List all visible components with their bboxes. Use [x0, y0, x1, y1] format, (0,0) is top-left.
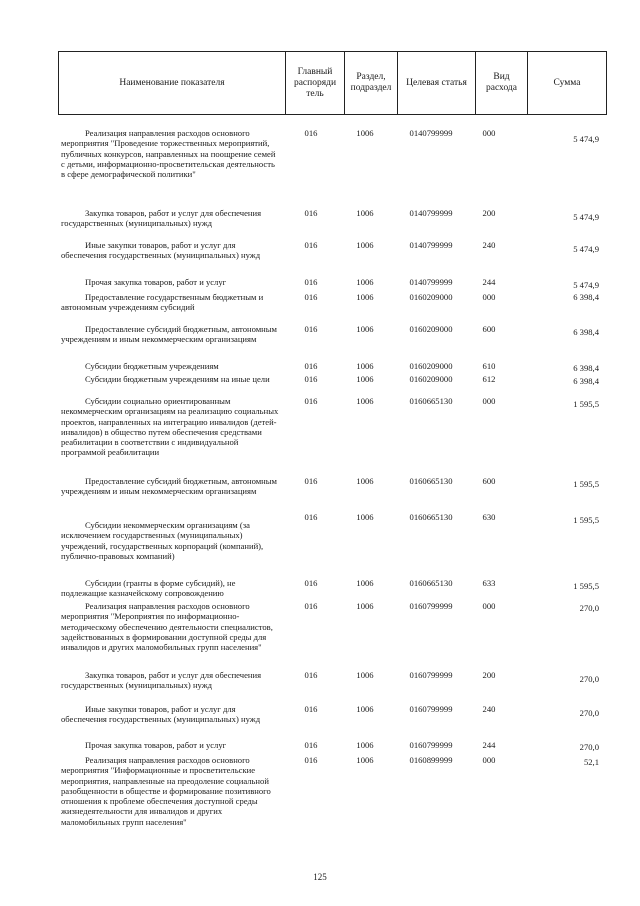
- row-celevaya: 0160799999: [409, 601, 453, 611]
- header-name: Наименование показателя: [119, 77, 225, 88]
- row-celevaya: 0160209000: [409, 292, 453, 302]
- row-name: Прочая закупка товаров, работ и услуг: [85, 277, 227, 287]
- row-name: Реализация направления расходов основного мероприятия "Мероприятия по информационно-методическому обеспечению деятельности специалистов, задействованных в формировании доступной среды для инвалидов и других маломобильных групп населения": [61, 601, 273, 653]
- row-celevaya: 0140799999: [409, 240, 453, 250]
- header-summa: Сумма: [527, 52, 606, 114]
- row-razdel: 1006: [356, 324, 374, 334]
- row-glavny: 016: [304, 512, 318, 522]
- row-sum: 270,0: [579, 674, 599, 684]
- row-celevaya: 0160665130: [409, 396, 453, 406]
- row-vid: 600: [482, 324, 496, 334]
- row-razdel: 1006: [356, 361, 374, 371]
- row-vid: 633: [482, 578, 496, 588]
- row-razdel: 1006: [356, 476, 374, 486]
- row-sum: 1 595,5: [573, 399, 599, 409]
- row-glavny: 016: [304, 670, 318, 680]
- row-glavny: 016: [304, 396, 318, 406]
- row-vid: 612: [482, 374, 496, 384]
- row-razdel: 1006: [356, 578, 374, 588]
- row-name: Предоставление государственным бюджетным и автономным учреждениям субсидий: [61, 292, 264, 313]
- row-razdel: 1006: [356, 208, 374, 218]
- row-vid: 610: [482, 361, 496, 371]
- row-vid: 000: [482, 755, 496, 765]
- row-sum: 5 474,9: [573, 212, 599, 222]
- row-vid: 600: [482, 476, 496, 486]
- row-razdel: 1006: [356, 240, 374, 250]
- row-vid: 000: [482, 601, 496, 611]
- row-celevaya: 0160209000: [409, 374, 453, 384]
- header-celevaya: Целевая статья: [397, 52, 475, 114]
- row-glavny: 016: [304, 128, 318, 138]
- row-name: Субсидии бюджетным учреждениям на иные цели: [85, 374, 270, 384]
- row-vid: 240: [482, 240, 496, 250]
- row-celevaya: 0160665130: [409, 578, 453, 588]
- row-razdel: 1006: [356, 512, 374, 522]
- row-glavny: 016: [304, 361, 318, 371]
- row-razdel: 1006: [356, 740, 374, 750]
- row-celevaya: 0140799999: [409, 277, 453, 287]
- row-glavny: 016: [304, 740, 318, 750]
- row-name: Предоставление субсидий бюджетным, автономным учреждениям и иным некоммерческим организациям: [61, 476, 277, 497]
- row-name: Субсидии социально ориентированным некоммерческим организациям на реализацию социальных проектов, направленных на интеграцию инвалидов (детей-инвалидов) в общество путем обеспечения средствами реабилитации в соответствии с индивидуальной программой реабилитации: [61, 396, 279, 458]
- row-sum: 5 474,9: [573, 244, 599, 254]
- row-celevaya: 0160799999: [409, 670, 453, 680]
- row-sum: 5 474,9: [573, 134, 599, 144]
- row-razdel: 1006: [356, 670, 374, 680]
- row-name: Субсидии бюджетным учреждениям: [85, 361, 219, 371]
- row-glavny: 016: [304, 208, 318, 218]
- row-glavny: 016: [304, 292, 318, 302]
- row-vid: 200: [482, 208, 496, 218]
- row-razdel: 1006: [356, 374, 374, 384]
- row-sum: 6 398,4: [573, 327, 599, 337]
- row-name: Предоставление субсидий бюджетным, автономным учреждениям и иным некоммерческим организациям: [61, 324, 277, 345]
- row-sum: 270,0: [579, 708, 599, 718]
- row-vid: 244: [482, 740, 496, 750]
- row-sum: 52,1: [583, 757, 599, 767]
- row-name: Реализация направления расходов основного мероприятия "Проведение торжественных мероприятий, публичных конкурсов, направленных на поощрение семей с детьми, информационно-просветительская деятельность в сфере демографической политики": [61, 128, 276, 180]
- row-sum: 270,0: [579, 603, 599, 613]
- row-glavny: 016: [304, 578, 318, 588]
- header-razdel: Раздел, подраздел: [344, 52, 397, 114]
- row-glavny: 016: [304, 601, 318, 611]
- row-razdel: 1006: [356, 277, 374, 287]
- row-glavny: 016: [304, 240, 318, 250]
- row-name: Закупка товаров, работ и услуг для обеспечения государственных (муниципальных) нужд: [61, 670, 262, 691]
- row-vid: 240: [482, 704, 496, 714]
- row-celevaya: 0160665130: [409, 476, 453, 486]
- row-glavny: 016: [304, 277, 318, 287]
- row-razdel: 1006: [356, 396, 374, 406]
- row-glavny: 016: [304, 324, 318, 334]
- row-razdel: 1006: [356, 704, 374, 714]
- header-glavny: Главный распоряди тель: [285, 52, 344, 114]
- row-glavny: 016: [304, 755, 318, 765]
- row-celevaya: 0160209000: [409, 324, 453, 334]
- row-glavny: 016: [304, 374, 318, 384]
- row-celevaya: 0160209000: [409, 361, 453, 371]
- row-sum: 6 398,4: [573, 292, 599, 302]
- row-razdel: 1006: [356, 601, 374, 611]
- row-sum: 6 398,4: [573, 376, 599, 386]
- row-sum: 1 595,5: [573, 479, 599, 489]
- row-celevaya: 0160799999: [409, 740, 453, 750]
- row-celevaya: 0140799999: [409, 208, 453, 218]
- row-name: Субсидии некоммерческим организациям (за исключением государственных (муниципальных) учреждений, государственных корпораций (компаний), публично-правовых компаний): [61, 520, 264, 561]
- row-name: Субсидии (гранты в форме субсидий), не подлежащие казначейскому сопровождению: [61, 578, 236, 599]
- row-razdel: 1006: [356, 128, 374, 138]
- row-vid: 200: [482, 670, 496, 680]
- row-celevaya: 0140799999: [409, 128, 453, 138]
- row-name: Прочая закупка товаров, работ и услуг: [85, 740, 227, 750]
- row-sum: 5 474,9: [573, 280, 599, 290]
- row-sum: 1 595,5: [573, 581, 599, 591]
- row-sum: 1 595,5: [573, 515, 599, 525]
- row-name: Реализация направления расходов основного мероприятия "Информационные и просветительские мероприятия, направленные на преодоление социальной разобщенности в обществе и формирование позитивного отношения к проблеме обеспечения доступной среды жизнедеятельности для инвалидов и других маломобильных групп населения": [61, 755, 271, 827]
- row-sum: 6 398,4: [573, 363, 599, 373]
- row-vid: 000: [482, 396, 496, 406]
- row-razdel: 1006: [356, 292, 374, 302]
- row-celevaya: 0160665130: [409, 512, 453, 522]
- row-name: Иные закупки товаров, работ и услуг для обеспечения государственных (муниципальных) нужд: [61, 240, 261, 261]
- row-glavny: 016: [304, 704, 318, 714]
- row-celevaya: 0160899999: [409, 755, 453, 765]
- row-glavny: 016: [304, 476, 318, 486]
- row-vid: 000: [482, 292, 496, 302]
- row-razdel: 1006: [356, 755, 374, 765]
- row-sum: 270,0: [579, 742, 599, 752]
- header-vid: Вид расхода: [475, 52, 527, 114]
- row-vid: 244: [482, 277, 496, 287]
- page-number: 125: [313, 872, 327, 882]
- row-celevaya: 0160799999: [409, 704, 453, 714]
- row-vid: 630: [482, 512, 496, 522]
- row-name: Закупка товаров, работ и услуг для обеспечения государственных (муниципальных) нужд: [61, 208, 262, 229]
- row-vid: 000: [482, 128, 496, 138]
- row-name: Иные закупки товаров, работ и услуг для обеспечения государственных (муниципальных) нужд: [61, 704, 261, 725]
